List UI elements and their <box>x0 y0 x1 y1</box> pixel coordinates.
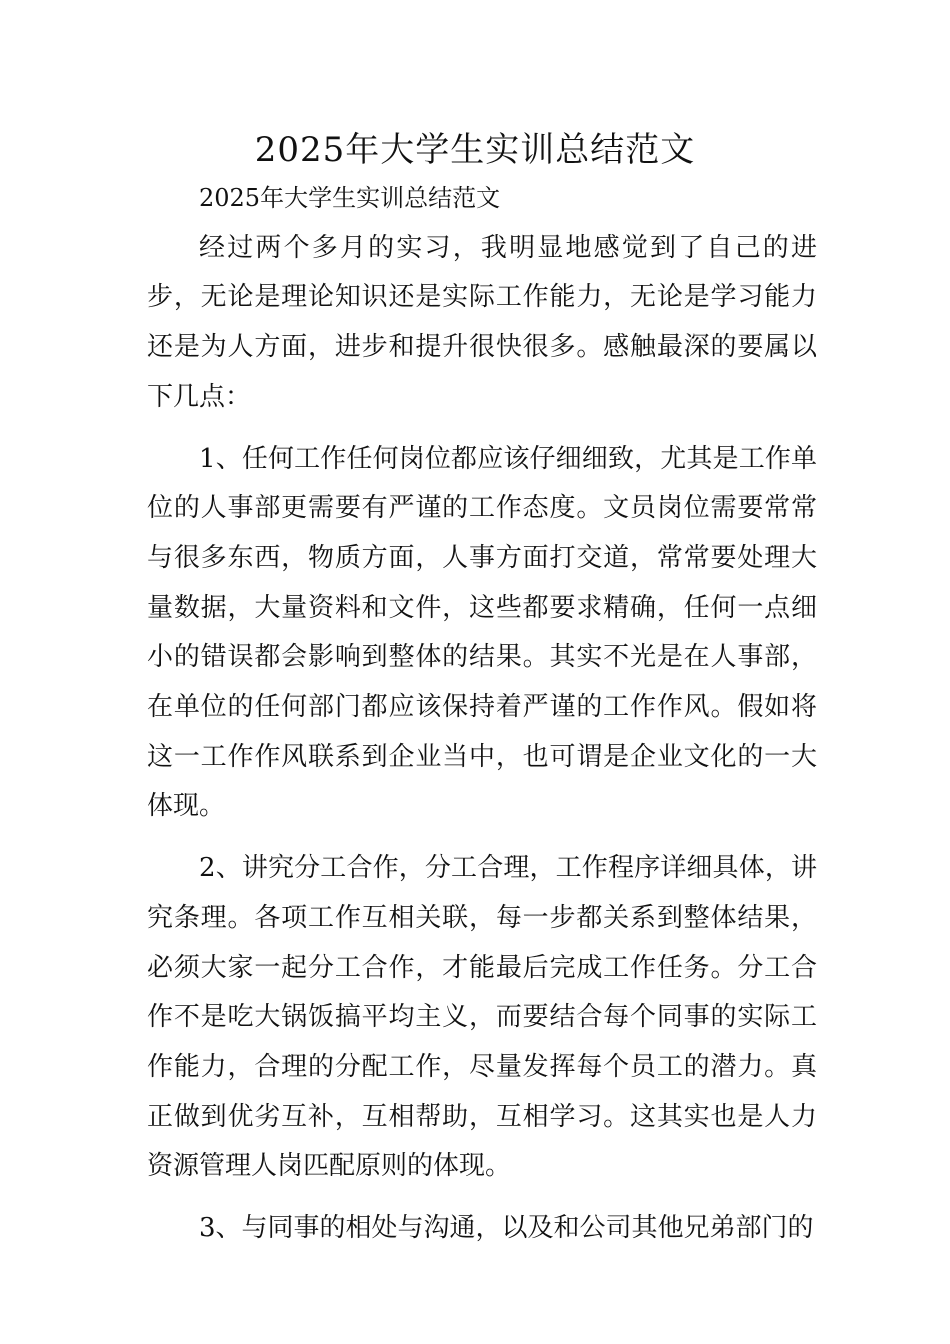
paragraph-point-2: 2、讲究分工合作，分工合理，工作程序详细具体，讲究条理。各项工作互相关联，每一步都关系到整体结果，必须大家一起分工合作，才能最后完成工作任务。分工合作不是吃大锅饭搞平均主义，而要结合每个同事的实际工作能力，合理的分配工作，尽量发挥每个员工的潜力。真正做到优劣互补，互相帮助，互相学习。这其实也是人力资源管理人岗匹配原则的体现。 <box>147 853 817 1182</box>
paragraph-point-3: 3、与同事的相处与沟通，以及和公司其他兄弟部门的 <box>199 1213 814 1244</box>
paragraph-intro: 经过两个多月的实习，我明显地感觉到了自己的进步，无论是理论知识还是实际工作能力，无论是学习能力还是为人方面，进步和提升很快很多。感触最深的要属以下几点： <box>147 232 817 412</box>
paragraph-point-1: 1、任何工作任何岗位都应该仔细细致，尤其是工作单位的人事部更需要有严谨的工作态度。文员岗位需要常常与很多东西，物质方面，人事方面打交道，常常要处理大量数据，大量资料和文件，这些都要求精确，任何一点细小的错误都会影响到整体的结果。其实不光是在人事部，在单位的任何部门都应该保持着严谨的工作作风。假如将这一工作作风联系到企业当中，也可谓是企业文化的一大体现。 <box>147 443 817 822</box>
document-body <box>147 174 817 1254</box>
document-title: 2025年大学生实训总结范文 <box>254 130 696 170</box>
document-subtitle: 2025年大学生实训总结范文 <box>199 184 501 212</box>
